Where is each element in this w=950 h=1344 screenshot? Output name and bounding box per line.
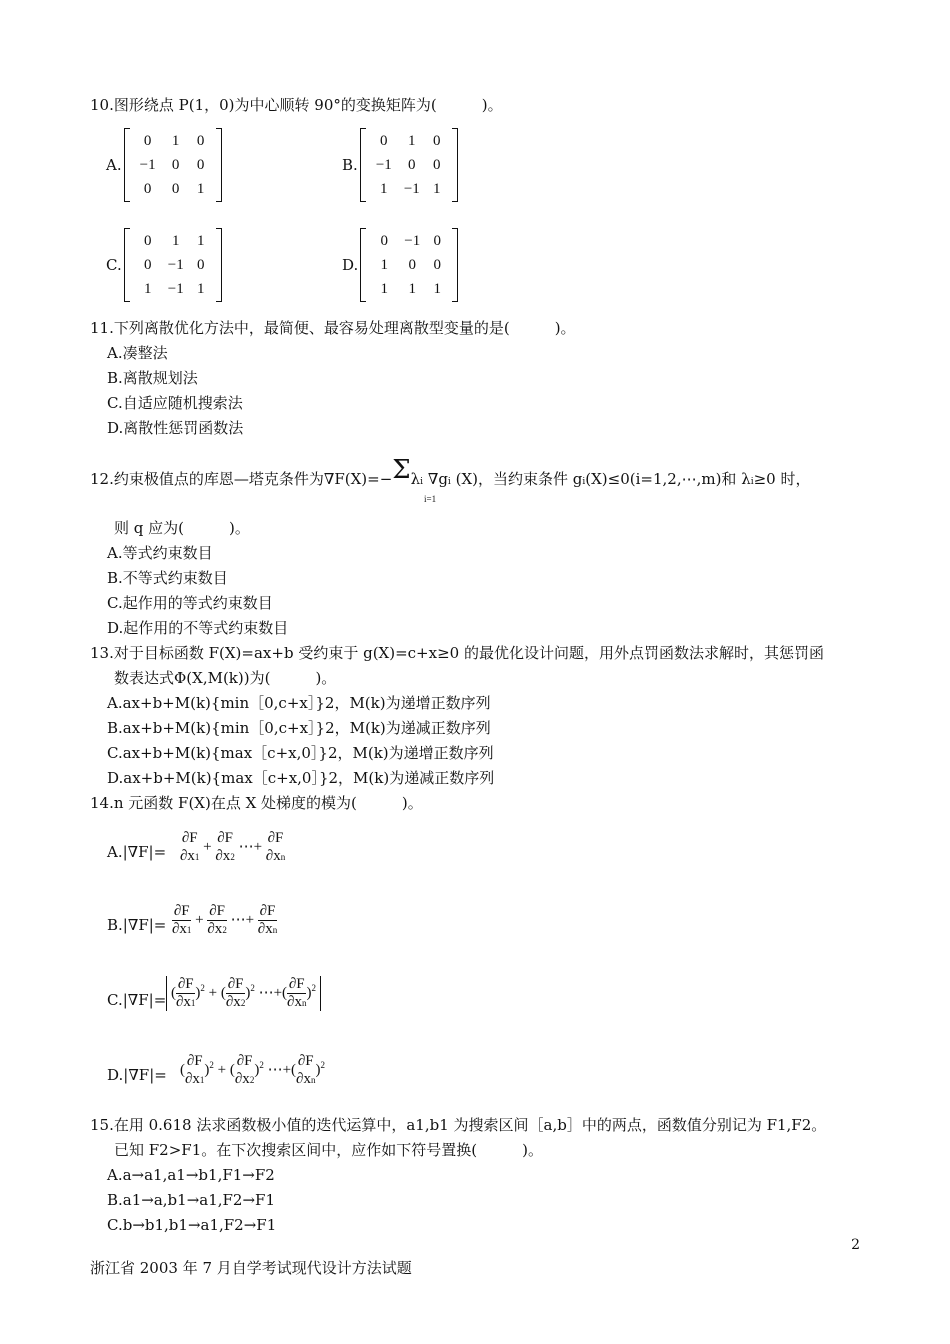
frac-sub: 1	[194, 852, 200, 862]
frac-sub: n	[310, 1075, 316, 1085]
partial-fraction	[172, 903, 191, 938]
partial-fraction	[176, 976, 195, 1011]
q11-stem: 11.下列离散优化方法中，最简便、最容易处理离散型变量的是( )。	[90, 319, 576, 337]
partial-fraction	[258, 903, 277, 938]
option-label: C.	[106, 256, 122, 274]
q11-option-d: D.离散性惩罚函数法	[107, 419, 244, 437]
plus-sign: +	[208, 984, 218, 1001]
matrix-cells	[130, 229, 216, 301]
frac-sub: 2	[249, 1075, 255, 1085]
matrix-cell: 0	[143, 180, 152, 197]
q12-option-b: B.不等式约束数目	[107, 569, 228, 587]
frac-num: ∂F	[217, 830, 233, 846]
q12-stem: 12.约束极值点的库恩—塔克条件为∇F(X)=−Σλi ∇gi (X)，当约束条件 gi(X)≤0(i=1,2,⋯,m)和 λi≥0 时，	[90, 455, 811, 488]
q14-option-c-formula: ( ∂F ∂x1)$^2$ + ( ∂F ∂x2)$^2$ ⋯+( ∂F ∂xn)$^2$	[166, 976, 321, 1011]
matrix-cell: 1	[171, 132, 180, 149]
matrix-cell: 1	[171, 232, 180, 249]
matrix-cell: 1	[196, 232, 205, 249]
right-bracket	[216, 228, 222, 302]
frac-den: ∂x	[176, 994, 191, 1010]
q12-stem-part: 12.约束极值点的库恩—塔克条件为∇F(X)=−	[90, 470, 393, 488]
matrix-cell: 1	[380, 256, 389, 273]
ellipsis: ⋯	[258, 984, 274, 1001]
frac-sub: n	[272, 925, 278, 935]
frac-sub: 1	[190, 998, 196, 1008]
option-label: A.	[106, 156, 122, 174]
matrix-cell: 0	[171, 156, 180, 173]
frac-sub: n	[280, 852, 286, 862]
frac-num: ∂F	[181, 830, 198, 846]
matrix-cell: 0	[143, 132, 152, 149]
plus-sign: +	[195, 911, 204, 928]
q14-option-c-label: C.|∇F|=	[107, 991, 167, 1009]
q14-option-d-formula: ( ∂F ∂x1)$^2$ + ( ∂F ∂x2)$^2$ ⋯+( ∂F ∂xn)$^2$	[180, 1053, 325, 1087]
frac-num: ∂F	[259, 903, 276, 919]
frac-den: ∂x	[234, 1071, 250, 1087]
q12-stem-part: (X)≤0(i=1,2,⋯,m)和 λ	[585, 470, 751, 488]
plus-sign: +	[245, 911, 255, 928]
q11-option-a: A.凑整法	[107, 344, 168, 362]
q14-stem: 14.n 元函数 F(X)在点 X 处梯度的模为( )。	[90, 794, 423, 812]
frac-den: ∂x	[265, 848, 281, 864]
q15-stem-cont: 已知 F2>F1。在下次搜索区间中，应作如下符号置换( )。	[114, 1141, 543, 1159]
q12-stem-part: (X)，当约束条件 g	[455, 470, 583, 488]
sum-symbol: Σ	[392, 455, 411, 485]
frac-den: ∂x	[185, 1071, 200, 1087]
matrix-cell: 1	[196, 180, 205, 197]
q10-stem: 10.图形绕点 P(1，0)为中心顺转 90°的变换矩阵为( )。	[90, 96, 503, 114]
matrix-cell: −1	[167, 256, 184, 273]
right-bracket	[452, 228, 458, 302]
partial-fraction	[207, 903, 226, 938]
matrix-cell: 1	[380, 280, 389, 297]
frac-den: ∂x	[225, 994, 241, 1010]
matrix-cell: 0	[380, 132, 388, 149]
plus-sign: +	[282, 1061, 292, 1078]
plus-sign: +	[273, 984, 283, 1001]
matrix-cell: 0	[196, 256, 205, 273]
frac-num: ∂F	[288, 976, 305, 992]
frac-den: ∂x	[287, 994, 302, 1010]
matrix-cell: 1	[408, 280, 417, 297]
frac-num: ∂F	[177, 976, 194, 992]
frac-num: ∂F	[297, 1053, 314, 1069]
frac-sub: n	[301, 998, 307, 1008]
plus-sign: +	[253, 838, 263, 855]
q12-option-c: C.起作用的等式约束数目	[107, 594, 273, 612]
matrix-cell: −1	[139, 156, 156, 173]
frac-sub: 2	[240, 998, 246, 1008]
q10-option-b	[342, 128, 458, 202]
matrix-cell: −1	[404, 232, 421, 249]
frac-den: ∂x	[215, 848, 231, 864]
q15-option-b: B.a1→a,b1→a1,F2→F1	[107, 1191, 275, 1209]
frac-den: ∂x	[257, 921, 273, 937]
q12-stem-cont: 则 q 应为( )。	[114, 519, 250, 537]
frac-den: ∂x	[296, 1071, 311, 1087]
q13-stem: 13.对于目标函数 F(X)=ax+b 受约束于 g(X)=c+x≥0 的最优化设计问题，用外点罚函数法求解时，其惩罚函	[90, 644, 824, 662]
matrix-cell: 0	[143, 256, 152, 273]
right-bracket	[216, 128, 222, 202]
q12-option-a: A.等式约束数目	[107, 544, 213, 562]
partial-fraction	[266, 830, 285, 865]
frac-num: ∂F	[173, 903, 190, 919]
q13-stem-cont: 数表达式Φ(X,M(k))为( )。	[114, 669, 337, 687]
matrix-cells	[366, 129, 452, 201]
q10-option-c	[106, 228, 222, 302]
matrix-cell: 0	[171, 180, 180, 197]
matrix-cell: 0	[380, 232, 389, 249]
right-bracket	[452, 128, 458, 202]
partial-fraction	[185, 1053, 204, 1088]
frac-num: ∂F	[186, 1053, 203, 1069]
q13-option-d: D.ax+b+M(k){max［c+x,0］}2，M(k)为递减正数序列	[107, 769, 495, 787]
frac-num: ∂F	[227, 976, 244, 992]
matrix-cell: 1	[408, 132, 416, 149]
matrix-cell: 0	[196, 132, 205, 149]
ellipsis: ⋯	[230, 911, 246, 928]
matrix-cell: 0	[408, 156, 416, 173]
q14-option-d-label: D.|∇F|=	[107, 1066, 167, 1084]
matrix-cell: 1	[433, 280, 442, 297]
frac-den: ∂x	[180, 848, 195, 864]
q11-option-c: C.自适应随机搜索法	[107, 394, 243, 412]
matrix-cell: −1	[167, 280, 184, 297]
partial-fraction	[226, 976, 245, 1011]
frac-num: ∂F	[267, 830, 284, 846]
matrix-cell: 1	[196, 280, 205, 297]
q10-option-a	[106, 128, 222, 202]
q14-option-b-formula	[172, 903, 277, 938]
q11-option-b: B.离散规划法	[107, 369, 198, 387]
q15-option-a: A.a→a1,a1→b1,F1→F2	[107, 1166, 275, 1184]
matrix-cells	[366, 229, 452, 301]
matrix-cell: −1	[403, 180, 420, 197]
matrix-cell: 0	[143, 232, 152, 249]
matrix-cell: 1	[433, 180, 441, 197]
q12-stem-part: ∇g	[427, 470, 448, 488]
frac-sub: 2	[222, 925, 227, 935]
q12-stem-part: ≥0 时，	[753, 470, 811, 488]
frac-sub: 2	[230, 852, 235, 862]
matrix-cell: 1	[380, 180, 388, 197]
q12-option-d: D.起作用的不等式约束数目	[107, 619, 289, 637]
plus-sign: +	[217, 1061, 227, 1078]
matrix-cell: 0	[433, 256, 442, 273]
frac-den: ∂x	[172, 921, 187, 937]
q12-stem-part: λ	[410, 470, 421, 488]
matrix-cell: −1	[375, 156, 392, 173]
q14-option-b-label: B.|∇F|=	[107, 916, 167, 934]
frac-den: ∂x	[207, 921, 223, 937]
partial-fraction	[296, 1053, 315, 1088]
ellipsis: ⋯	[238, 838, 254, 855]
matrix-cell: 0	[433, 156, 441, 173]
q14-option-a-formula	[180, 830, 285, 865]
q10-option-d	[342, 228, 458, 302]
frac-num: ∂F	[209, 903, 225, 919]
option-label: B.	[342, 156, 358, 174]
q14-option-a-label: A.|∇F|=	[107, 843, 167, 861]
partial-fraction	[287, 976, 306, 1011]
ellipsis: ⋯	[267, 1061, 283, 1078]
page-number: 2	[851, 1237, 860, 1253]
q13-option-b: B.ax+b+M(k){min［0,c+x］}2，M(k)为递减正数序列	[107, 719, 491, 737]
matrix-cell: 0	[408, 256, 417, 273]
matrix-cell: 0	[433, 132, 441, 149]
q13-option-a: A.ax+b+M(k){min［0,c+x］}2，M(k)为递增正数序列	[107, 694, 491, 712]
option-label: D.	[342, 256, 359, 274]
matrix-cell: 0	[196, 156, 205, 173]
page-footer: 浙江省 2003 年 7 月自学考试现代设计方法试题	[90, 1259, 412, 1277]
frac-sub: 1	[199, 1075, 205, 1085]
q15-option-c: C.b→b1,b1→a1,F2→F1	[107, 1216, 277, 1234]
frac-sub: 1	[186, 925, 192, 935]
q15-stem: 15.在用 0.618 法求函数极小值的迭代运算中，a1,b1 为搜索区间［a,b］中的两点，函数值分别记为 F1,F2。	[90, 1116, 827, 1134]
plus-sign: +	[203, 838, 212, 855]
sum-index: i=1	[424, 494, 437, 504]
q13-option-c: C.ax+b+M(k){max［c+x,0］}2，M(k)为递增正数序列	[107, 744, 494, 762]
matrix-cell: 0	[433, 232, 442, 249]
frac-num: ∂F	[236, 1053, 253, 1069]
partial-fraction	[235, 1053, 254, 1088]
partial-fraction	[215, 830, 234, 865]
matrix-cells	[130, 129, 216, 201]
matrix-cell: 1	[143, 280, 152, 297]
partial-fraction	[180, 830, 199, 865]
